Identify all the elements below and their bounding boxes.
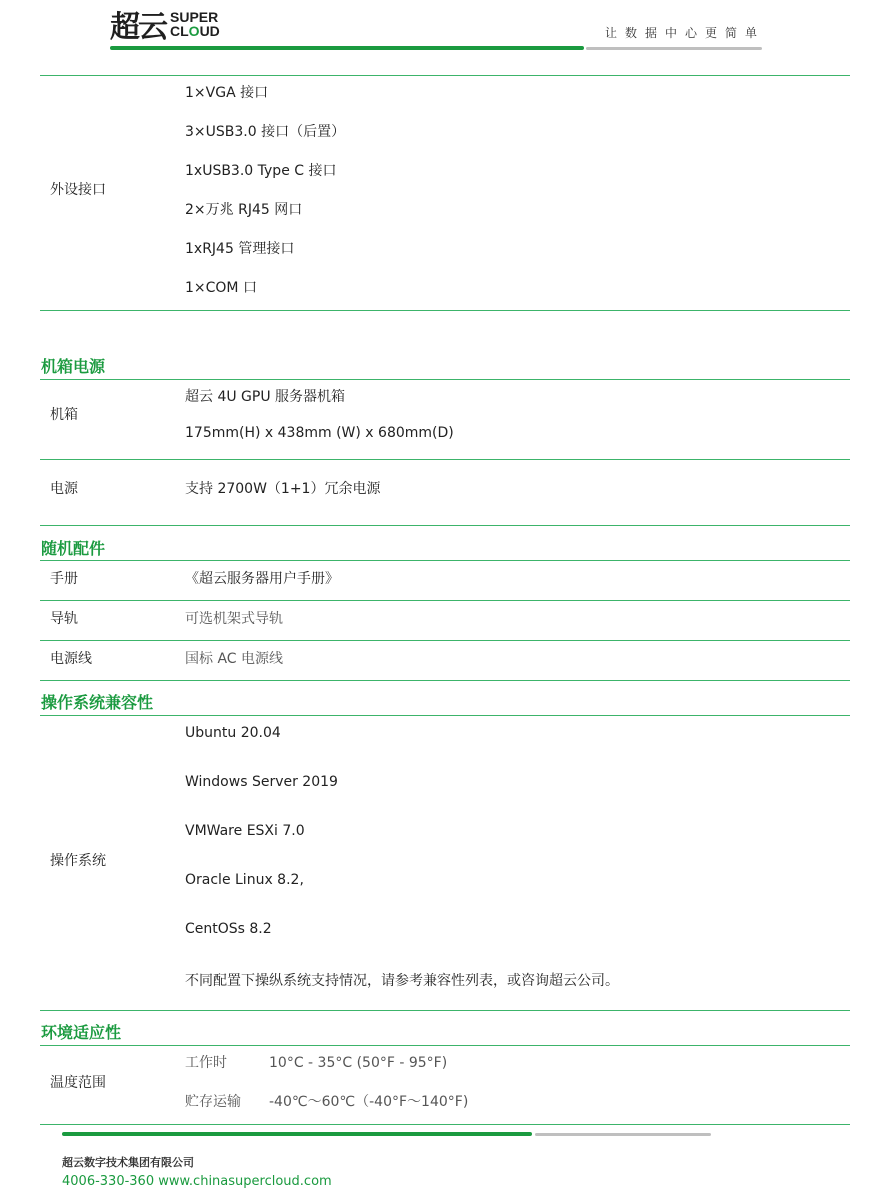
os-item: Ubuntu 20.04	[185, 725, 281, 741]
operating-temp-value: 10°C - 35°C (50°F - 95°F)	[269, 1055, 448, 1071]
footer-accent-bar	[62, 1132, 532, 1136]
accessory-value: 《超云服务器用户手册》	[185, 571, 339, 587]
storage-temp-row	[185, 1091, 468, 1111]
peripheral-item: 1×COM 口	[185, 280, 257, 296]
divider	[40, 75, 850, 76]
peripherals-label: 外设接口	[50, 182, 106, 198]
os-note: 不同配置下操纵系统支持情况，请参考兼容性列表，或咨询超云公司。	[185, 973, 619, 989]
power-label: 电源	[50, 481, 78, 497]
accessory-value: 国标 AC 电源线	[185, 651, 284, 667]
company-name: 超云数字技术集团有限公司	[62, 1156, 194, 1169]
divider	[40, 1045, 850, 1046]
divider	[40, 560, 850, 561]
section-title-accessories: 随机配件	[41, 539, 106, 558]
logo-en-line1: SUPER	[170, 9, 219, 25]
chassis-model: 超云 4U GPU 服务器机箱	[185, 389, 346, 405]
logo-text-en	[170, 10, 220, 38]
logo-en-part-b: UD	[199, 23, 220, 39]
divider	[40, 600, 850, 601]
logo-en-line2	[170, 24, 220, 38]
chassis-dimensions: 175mm(H) x 438mm (W) x 680mm(D)	[185, 425, 454, 441]
storage-temp-name: 贮存运输	[185, 1094, 241, 1110]
os-item: Oracle Linux 8.2,	[185, 872, 304, 888]
accessory-label: 电源线	[50, 651, 92, 667]
divider	[40, 459, 850, 460]
section-title-os: 操作系统兼容性	[41, 693, 154, 712]
logo-cloud-o: O	[188, 23, 200, 39]
power-value: 支持 2700W（1+1）冗余电源	[185, 481, 381, 497]
header-gray-bar	[586, 47, 762, 50]
divider	[40, 680, 850, 681]
peripheral-item: 1xUSB3.0 Type C 接口	[185, 163, 337, 179]
divider	[40, 640, 850, 641]
brand-logo	[110, 4, 220, 44]
storage-temp-value: -40℃～60℃（-40°F～140°F)	[269, 1094, 469, 1110]
divider	[40, 525, 850, 526]
accessory-label: 导轨	[50, 611, 78, 627]
divider	[40, 1124, 850, 1125]
logo-text-cn: 超云	[110, 10, 166, 45]
peripheral-item: 3×USB3.0 接口（后置）	[185, 124, 346, 140]
peripheral-item: 2×万兆 RJ45 网口	[185, 202, 303, 218]
os-item: Windows Server 2019	[185, 774, 338, 790]
peripheral-item: 1×VGA 接口	[185, 85, 269, 101]
divider	[40, 1010, 850, 1011]
os-label: 操作系统	[50, 853, 106, 869]
divider	[40, 379, 850, 380]
section-title-environment: 环境适应性	[41, 1023, 122, 1042]
divider	[40, 715, 850, 716]
footer-gray-bar	[535, 1133, 711, 1136]
tagline: 让数据中心更简单	[604, 26, 765, 40]
section-title-chassis-power: 机箱电源	[41, 357, 106, 376]
logo-en-part-a: CL	[170, 23, 189, 39]
operating-temp-name: 工作时	[185, 1055, 227, 1071]
peripheral-item: 1xRJ45 管理接口	[185, 241, 295, 257]
os-item: CentOSs 8.2	[185, 921, 272, 937]
temperature-label: 温度范围	[50, 1075, 106, 1091]
accessory-value: 可选机架式导轨	[185, 611, 283, 627]
accessory-label: 手册	[50, 571, 78, 587]
header-accent-bar	[110, 46, 584, 50]
chassis-label: 机箱	[50, 407, 78, 423]
divider	[40, 310, 850, 311]
operating-temp-row	[185, 1052, 447, 1072]
os-item: VMWare ESXi 7.0	[185, 823, 305, 839]
contact-info: 4006-330-360 www.chinasupercloud.com	[62, 1174, 332, 1189]
